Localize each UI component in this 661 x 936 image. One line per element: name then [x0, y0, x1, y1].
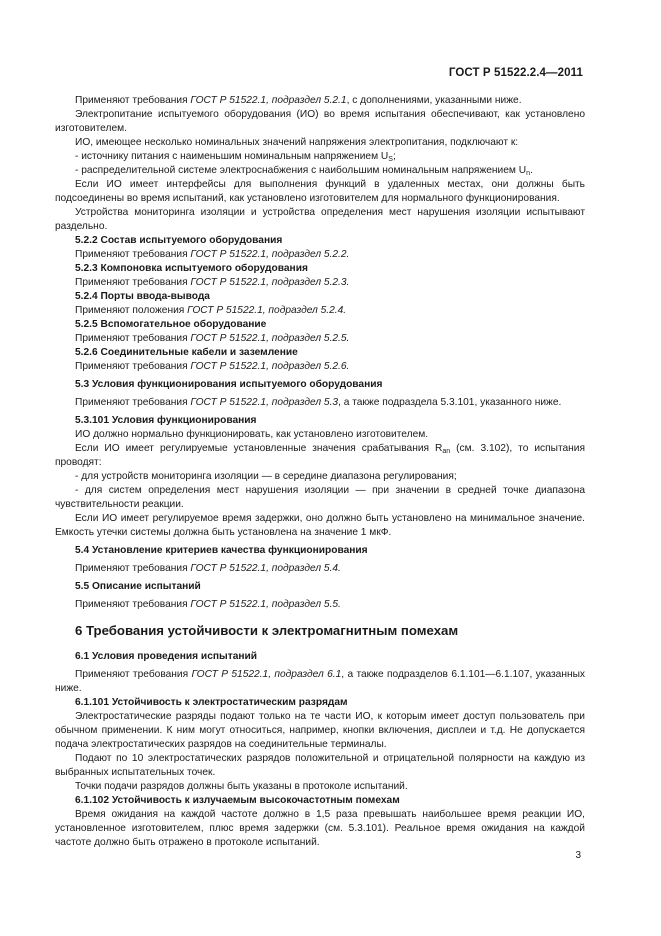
section-heading-5-2-2: 5.2.2 Состав испытуемого оборудования: [75, 235, 283, 246]
section-heading-5-4: 5.4 Установление критериев качества функционирования: [75, 545, 368, 556]
paragraph: Применяют требования ГОСТ Р 51522.1, подраздел 5.2.3.: [75, 277, 350, 288]
standard-reference: ГОСТ Р 51522.1, подраздел 6.1: [191, 669, 342, 680]
paragraph: Применяют положения ГОСТ Р 51522.1, подраздел 5.2.4.: [75, 305, 347, 316]
section-heading-5-5: 5.5 Описание испытаний: [75, 581, 201, 592]
standard-reference: ГОСТ Р 51522.1, подраздел 5.2.2.: [190, 249, 350, 260]
standard-reference: ГОСТ Р 51522.1, подраздел 5.5.: [190, 599, 341, 610]
paragraph: Применяют требования ГОСТ Р 51522.1, подраздел 5.3, а также подраздела 5.3.101, указанного ниже.: [75, 397, 562, 408]
list-item: - источнику питания с наименьшим номинальным напряжением $U_S$;: [75, 151, 396, 163]
section-heading-6-1: 6.1 Условия проведения испытаний: [75, 651, 258, 662]
paragraph: Время ожидания на каждой частоте должно в 1,5 раза превышать наибольшее время реакции ИО, установленное изготовителем, плюс время задержки (см. 5.3.101). Реальное время ожидания на каждой частоте должно быть отражено в протоколе испытаний.: [55, 809, 585, 848]
section-heading-6: 6 Требования устойчивости к электромагнитным помехам: [75, 623, 459, 638]
paragraph: ИО должно нормально функционировать, как установлено изготовителем.: [75, 429, 429, 440]
paragraph: ИО, имеющее несколько номинальных значений напряжения электропитания, подключают к:: [75, 137, 519, 148]
section-heading-6-1-101: 6.1.101 Устойчивость к электростатическим разрядам: [75, 697, 348, 708]
page-number: 3: [575, 850, 581, 861]
paragraph: Применяют требования ГОСТ Р 51522.1, подраздел 5.2.6.: [75, 361, 350, 372]
list-item: - для устройств мониторинга изоляции — в середине диапазона регулирования;: [75, 471, 457, 482]
paragraph: Если ИО имеет регулируемые установленные значения срабатывания $R_{an}$ (см. 3.102), то испытания проводят:: [55, 443, 586, 468]
paragraph: Применяют требования ГОСТ Р 51522.1, подраздел 5.2.5.: [75, 333, 350, 344]
standard-reference: ГОСТ Р 51522.1, подраздел 5.2.6.: [190, 361, 350, 372]
paragraph: Если ИО имеет интерфейсы для выполнения функций в удаленных местах, они должны быть подсоединены во время испытаний, как установлено изготовителем для нормального функционирования.: [55, 179, 585, 204]
paragraph: Применяют требования ГОСТ Р 51522.1, подраздел 5.5.: [75, 599, 341, 610]
paragraph: Точки подачи разрядов должны быть указаны в протоколе испытаний.: [75, 781, 408, 792]
standard-reference: ГОСТ Р 51522.1, подраздел 5.2.1: [190, 95, 347, 106]
paragraph: Электростатические разряды подают только на те части ИО, к которым имеет доступ пользователь при обычном применении. К ним могут относиться, например, кнопки включения, дисплеи и т.д. Не допускается подача электростатических разрядов на соединительные терминалы.: [55, 711, 585, 750]
paragraph: Применяют требования ГОСТ Р 51522.1, подраздел 5.2.2.: [75, 249, 350, 260]
section-heading-5-2-5: 5.2.5 Вспомогательное оборудование: [75, 319, 267, 330]
paragraph: Применяют требования ГОСТ Р 51522.1, подраздел 6.1, а также подразделов 6.1.101—6.1.107, указанных ниже.: [55, 669, 586, 694]
section-heading-5-2-6: 5.2.6 Соединительные кабели и заземление: [75, 347, 298, 358]
standard-reference: ГОСТ Р 51522.1, подраздел 5.3: [190, 397, 339, 408]
list-item: - распределительной системе электроснабжения с наибольшим номинальным напряжением $U_n$.: [75, 165, 533, 177]
paragraph: Электропитание испытуемого оборудования (ИО) во время испытания обеспечивают, как установлено изготовителем.: [55, 109, 585, 134]
standard-reference: ГОСТ Р 51522.1, подраздел 5.4.: [190, 563, 341, 574]
paragraph: Применяют требования ГОСТ Р 51522.1, подраздел 5.4.: [75, 563, 341, 574]
section-heading-5-3: 5.3 Условия функционирования испытуемого оборудования: [75, 379, 383, 390]
section-heading-5-2-4: 5.2.4 Порты ввода-вывода: [75, 291, 210, 302]
standard-code-header: ГОСТ Р 51522.2.4—2011: [448, 67, 583, 79]
paragraph: Если ИО имеет регулируемое время задержки, оно должно быть установлено на минимальное значение. Емкость утечки системы должна быть установлена на значение 1 мкФ.: [55, 513, 585, 538]
standard-reference: ГОСТ Р 51522.1, подраздел 5.2.5.: [190, 333, 350, 344]
document-body: [55, 94, 585, 850]
paragraph: Применяют требования ГОСТ Р 51522.1, подраздел 5.2.1, с дополнениями, указанными ниже.: [75, 95, 522, 106]
paragraph: Устройства мониторинга изоляции и устройства определения мест нарушения изоляции испытывают раздельно.: [55, 207, 585, 232]
section-heading-5-3-101: 5.3.101 Условия функционирования: [75, 415, 257, 426]
section-heading-5-2-3: 5.2.3 Компоновка испытуемого оборудования: [75, 263, 308, 274]
list-item: - для систем определения мест нарушения изоляции — при значении в средней точке диапазона чувствительности реакции.: [55, 485, 585, 510]
standard-reference: ГОСТ Р 51522.1, подраздел 5.2.4.: [187, 305, 347, 316]
paragraph: Подают по 10 электростатических разрядов положительной и отрицательной полярности на каждую из выбранных испытательных точек.: [55, 753, 585, 778]
section-heading-6-1-102: 6.1.102 Устойчивость к излучаемым высокочастотным помехам: [75, 795, 400, 806]
standard-reference: ГОСТ Р 51522.1, подраздел 5.2.3.: [190, 277, 350, 288]
